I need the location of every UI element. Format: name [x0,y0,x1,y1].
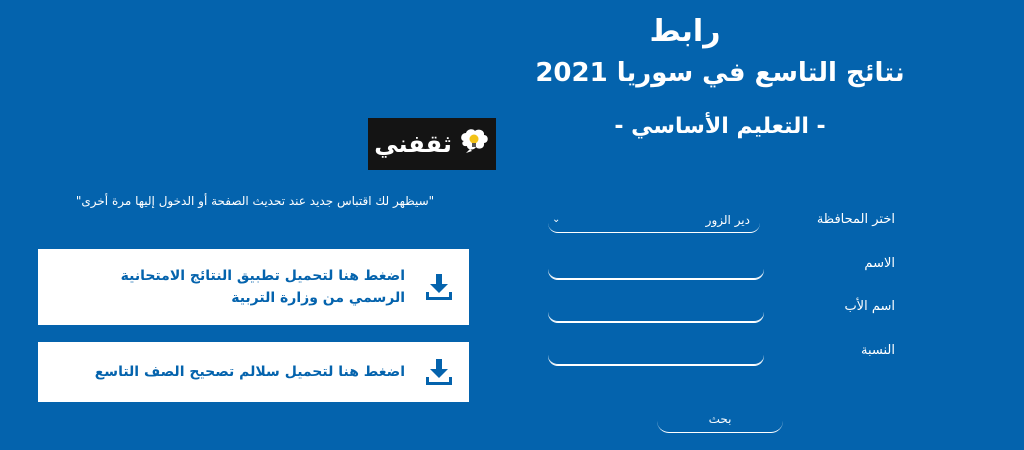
lightbulb-icon [458,127,490,161]
search-button[interactable]: بحث [657,406,783,433]
father-name-label: اسم الأب [844,299,895,314]
page-subtitle: - التعليم الأساسي - [614,114,826,139]
page-title: نتائج التاسع في سوريا 2021 [535,58,905,88]
download-answer-keys-button[interactable] [38,342,469,402]
download-icon [423,356,455,388]
site-logo[interactable] [368,118,496,170]
name-input[interactable] [548,254,764,279]
logo-text: ثقفني [374,130,452,158]
refresh-notice: "سيظهر لك اقتباس جديد عند تحديث الصفحة أو الدخول إليها مرة أخرى" [75,194,435,208]
download-app-label: اضغط هنا لتحميل تطبيق النتائج الامتحانية الرسمي من وزارة التربية [120,268,405,306]
download-icon [423,271,455,303]
governorate-select[interactable] [548,207,760,233]
surname-input[interactable] [548,340,764,365]
page-title-line1: رابط [649,14,721,49]
father-name-input[interactable] [548,297,764,322]
governorate-value: دير الزور [705,212,750,227]
download-app-button[interactable] [38,249,469,325]
chevron-down-icon: ⌄ [552,214,561,225]
name-label: الاسم [864,256,895,271]
download-answer-keys-label: اضغط هنا لتحميل سلالم تصحيح الصف التاسع [94,364,405,380]
surname-label: النسبة [861,343,895,358]
governorate-label: اختر المحافظة [816,212,895,227]
